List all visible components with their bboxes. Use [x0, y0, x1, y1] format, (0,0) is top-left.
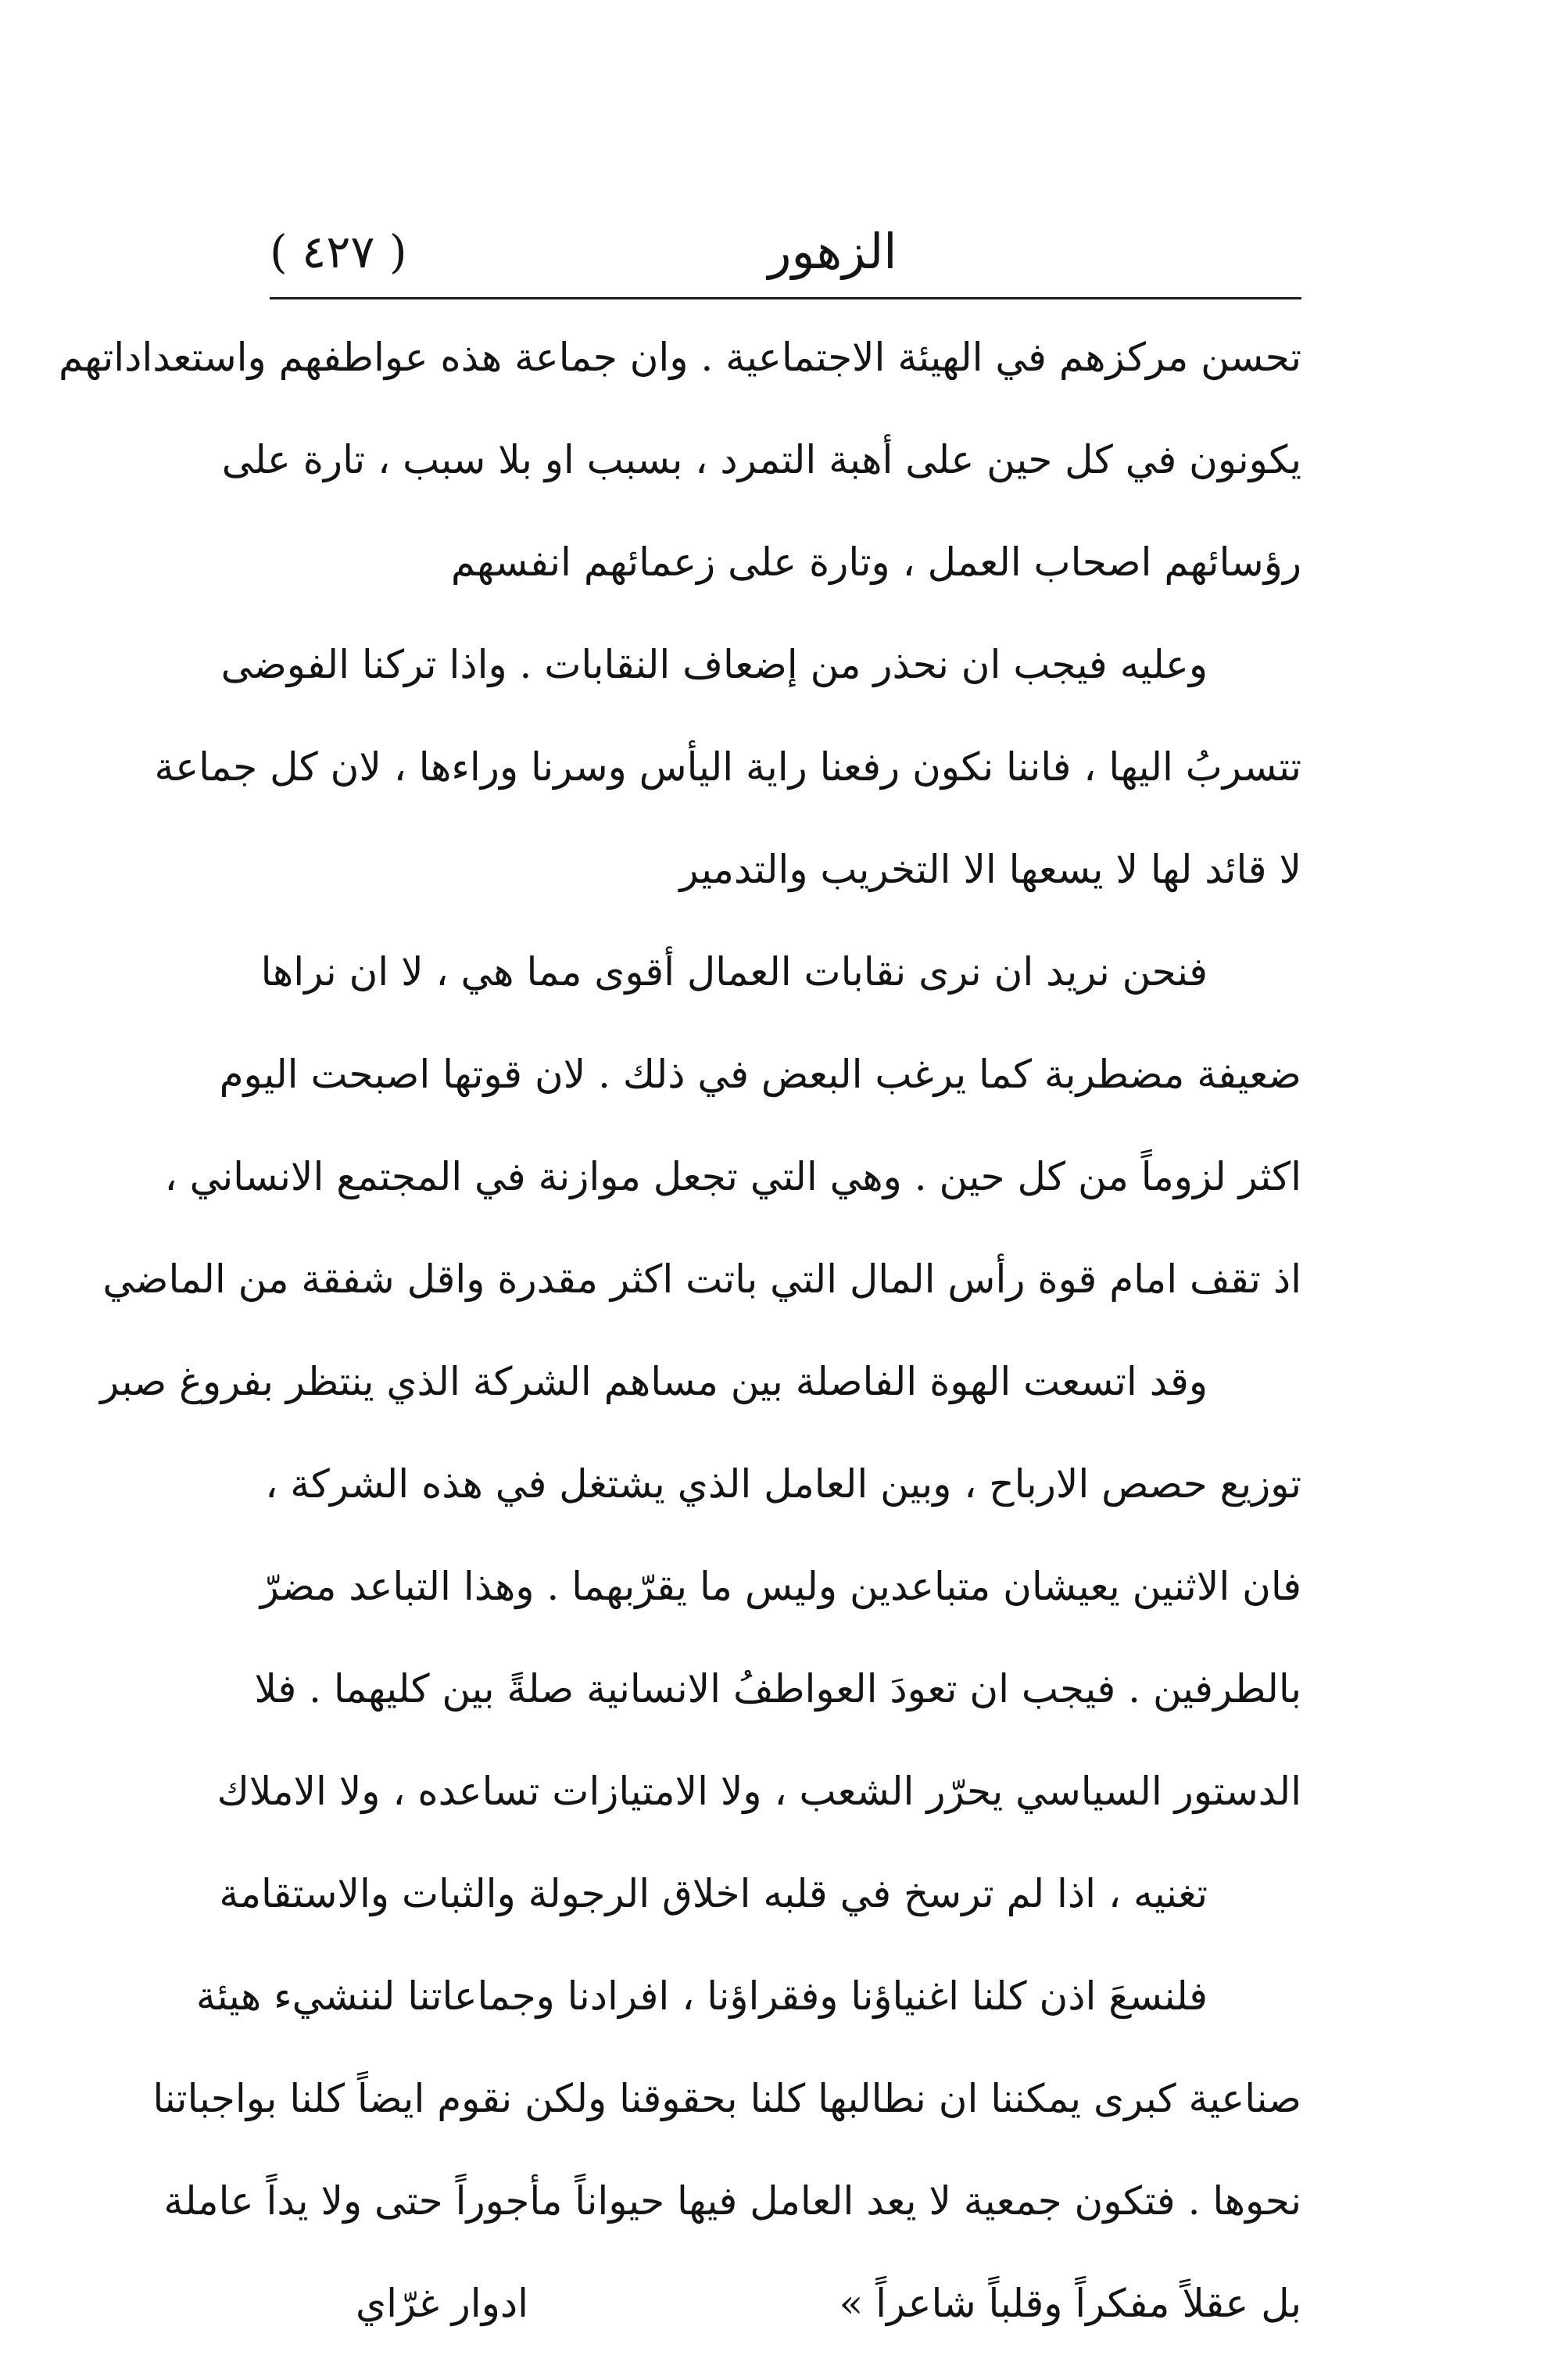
- page-number: ( ٤٢٧ ): [270, 225, 407, 278]
- text-line: الدستور السياسي يحرّر الشعب ، ولا الامتيازات تساعده ، ولا الاملاك: [217, 1769, 1301, 1814]
- text-line: صناعية كبرى يمكننا ان نطالبها كلنا بحقوقنا ولكن نقوم ايضاً كلنا بواجباتنا: [152, 2076, 1301, 2121]
- text-line: رؤسائهم اصحاب العمل ، وتارة على زعمائهم انفسهم: [450, 539, 1301, 585]
- text-line: يكونون في كل حين على أهبة التمرد ، بسبب او بلا سبب ، تارة على: [221, 437, 1301, 482]
- article-body: [59, 306, 1301, 2355]
- text-line: فان الاثنين يعيشان متباعدين وليس ما يقرّبهما . وهذا التباعد مضرّ: [260, 1564, 1301, 1609]
- text-line: وقد اتسعت الهوة الفاصلة بين مساهم الشركة الذي ينتظر بفروغ صبر: [100, 1359, 1208, 1404]
- text-line: وعليه فيجب ان نحذر من إضعاف النقابات . واذا تركنا الفوضى: [220, 642, 1208, 687]
- text-line: اذ تقف امام قوة رأس المال التي باتت اكثر مقدرة واقل شفقة من الماضي: [102, 1256, 1301, 1302]
- text-line: اكثر لزوماً من كل حين . وهي التي تجعل موازنة في المجتمع الانساني ،: [164, 1154, 1301, 1199]
- text-line: لا قائد لها لا يسعها الا التخريب والتدمير: [679, 847, 1301, 892]
- header-rule: [270, 297, 1301, 299]
- text-line: بالطرفين . فيجب ان تعودَ العواطفُ الانسانية صلةً بين كليهما . فلا: [254, 1666, 1301, 1712]
- closing-row: [270, 2253, 1301, 2355]
- text-line: تغنيه ، اذا لم ترسخ في قلبه اخلاق الرجولة والثبات والاستقامة: [219, 1871, 1208, 1916]
- text-line: فنحن نريد ان نرى نقابات العمال أقوى مما هي ، لا ان نراها: [260, 949, 1208, 995]
- running-title: الزهور: [768, 223, 897, 280]
- author-signature: ادوار غرّاي: [356, 2281, 528, 2326]
- text-line: توزيع حصص الارباح ، وبين العامل الذي يشتغل في هذه الشركة ،: [265, 1461, 1301, 1507]
- text-line: ضعيفة مضطربة كما يرغب البعض في ذلك . لان قوتها اصبحت اليوم: [219, 1052, 1301, 1097]
- text-line: نحوها . فتكون جمعية لا يعد العامل فيها حيواناً مأجوراً حتى ولا يداً عاملة: [163, 2178, 1301, 2224]
- text-line: تتسربُ اليها ، فاننا نكون رفعنا راية اليأس وسرنا وراءها ، لان كل جماعة: [154, 744, 1301, 790]
- text-line: تحسن مركزهم في الهيئة الاجتماعية . وان جماعة هذه عواطفهم واستعداداتهم: [59, 335, 1301, 380]
- page-header: [270, 217, 1301, 286]
- text-line: فلنسعَ اذن كلنا اغنياؤنا وفقراؤنا ، افرادنا وجماعاتنا لننشيء هيئة: [195, 1973, 1208, 2019]
- text-line: بل عقلاً مفكراً وقلباً شاعراً »: [839, 2281, 1301, 2326]
